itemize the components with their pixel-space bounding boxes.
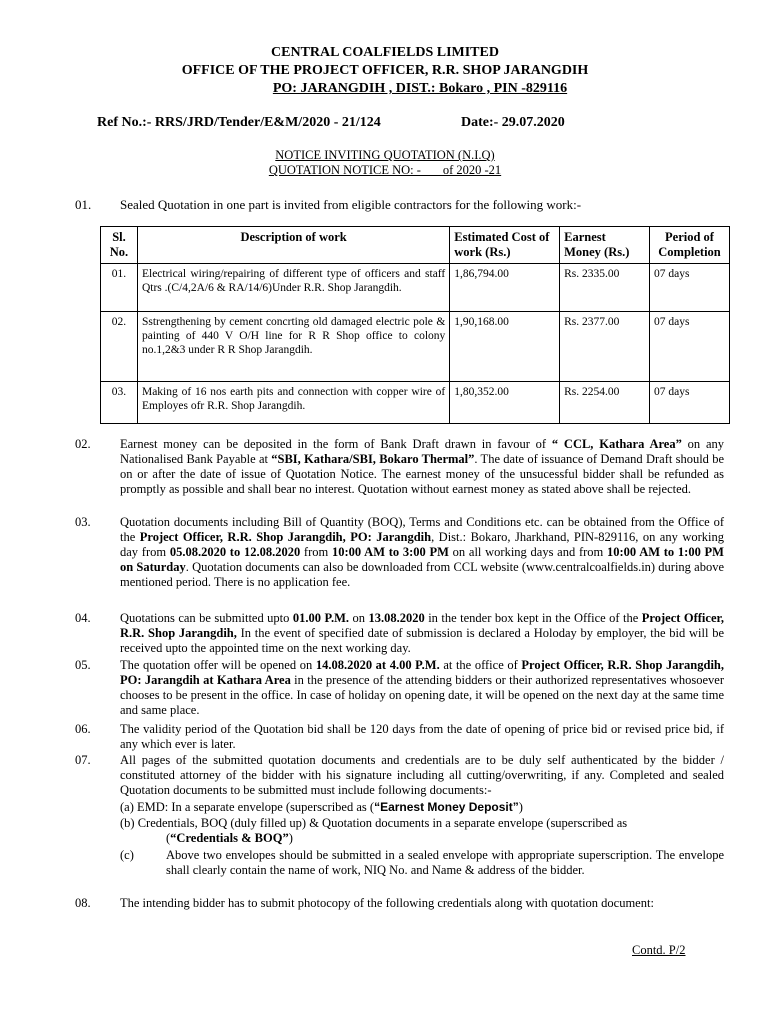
text-run: on any Nationalised Bank Payable at (120, 437, 724, 466)
bold-run: “SBI, Kathara/SBI, Bokaro Thermal” (271, 452, 475, 466)
column-header: Sl. No. (101, 227, 138, 264)
cell-sl-no: 03. (101, 382, 138, 424)
para-number: 02. (75, 437, 91, 451)
sub-item-b: (b) Credentials, BOQ (duly filled up) & Quotation documents in a separate envelope (superscribed as (120, 816, 628, 830)
cell-description: Electrical wiring/repairing of different type of officers and staff Qtrs .(C/4,2A/6 & RA/14/6)Under R.R. Shop Jarangdih. (137, 264, 449, 312)
bold-run: 10:00 AM to 1:00 PM on Saturday (120, 545, 724, 574)
sub-item-c: Above two envelopes should be submitted in a sealed envelope with appropriate superscription. The envelope shall clearly contain the name of work, NIQ No. and Name & address of the bidder. (166, 848, 724, 877)
notice-title: NOTICE INVITING QUOTATION (N.I.Q) (275, 148, 495, 162)
bold-run: Project Officer, R.R. Shop Jarangdih, (120, 611, 725, 640)
text-run: Quotation documents including Bill of Quantity (BOQ), Terms and Conditions etc. can be obtained from the Office of the (120, 515, 724, 544)
text-run: ) (288, 831, 293, 845)
text-run: Earnest money can be deposited in the form of Bank Draft drawn in favour of (120, 437, 552, 451)
text-run: In the event of specified date of submission is declared a Holoday by employer, the bid will be received upto the appointed time on the next working day. (120, 626, 724, 655)
para-number: 04. (75, 611, 91, 625)
para-text: Sealed Quotation in one part is invited from eligible contractors for the following work:- (120, 197, 582, 212)
para-number: 01. (75, 197, 92, 212)
bold-run: 10:00 AM to 3:00 PM (331, 545, 449, 559)
company-name: CENTRAL COALFIELDS LIMITED (271, 45, 499, 60)
para-number: 07. (75, 753, 91, 767)
table-header-row (101, 227, 730, 264)
text-run: from (300, 545, 332, 559)
column-header: Period of Completion (650, 227, 730, 264)
bold-run: 05.08.2020 to 12.08.2020 (169, 545, 301, 559)
para-number: 05. (75, 658, 91, 672)
text-run: ( (166, 831, 171, 845)
para-number: 08. (75, 896, 91, 910)
para-number: 03. (75, 515, 91, 529)
sub-item-a (120, 800, 724, 815)
text-run: on all working days and from (448, 545, 607, 559)
sub-item-b-cont (166, 831, 724, 846)
bold-run: Project Officer, R.R. Shop Jarangdih, PO: Jarangdih at Kathara Area (120, 658, 725, 687)
para-credentials: The intending bidder has to submit photocopy of the following credentials along with quotation document: (120, 896, 654, 910)
address-text: PO: JARANGDIH , DIST.: Bokaro , PIN -829116 (272, 81, 568, 96)
cell-description: Making of 16 nos earth pits and connection with copper wire of Employes ofr R.R. Shop Jarangdih. (137, 382, 449, 424)
bold-run: 13.08.2020 (368, 611, 425, 625)
text-run: ) (518, 800, 523, 814)
text-run: Quotations can be submitted upto (120, 611, 293, 625)
bold-run: Project Officer, R.R. Shop Jarangdih, PO: Jarangdih (139, 530, 432, 544)
cell-estimated-cost: 1,80,352.00 (450, 382, 560, 424)
text-run: on (349, 611, 369, 625)
cell-sl-no: 02. (101, 312, 138, 382)
cell-earnest-money: Rs. 2335.00 (560, 264, 650, 312)
para-number: 06. (75, 722, 91, 736)
cell-estimated-cost: 1,86,794.00 (450, 264, 560, 312)
column-header: Description of work (137, 227, 449, 264)
cell-sl-no: 01. (101, 264, 138, 312)
bold-run: 01.00 P.M. (292, 611, 350, 625)
cell-estimated-cost: 1,90,168.00 (450, 312, 560, 382)
text-run: (a) EMD: In a separate envelope (superscribed as ( (120, 800, 375, 814)
cell-period: 07 days (650, 312, 730, 382)
para-validity: The validity period of the Quotation bid shall be 120 days from the date of opening of price bid or revised price bid, if any which ever is later. (120, 722, 724, 751)
notice-number: QUOTATION NOTICE NO: - of 2020 -21 (268, 163, 502, 177)
office-name: OFFICE OF THE PROJECT OFFICER, R.R. SHOP JARANGDIH (181, 63, 589, 78)
cell-earnest-money: Rs. 2377.00 (560, 312, 650, 382)
column-header: Estimated Cost of work (Rs.) (450, 227, 560, 264)
text-run: . The date of issuance of Demand Draft should be on or after the date of issue of Quotation Notice. The earnest money of the unsucessful bidder shall be refunded as promptly as possible and shall bear no interest. Quotation without earnest money as stated above shall be rejected. (120, 452, 725, 496)
para-quotation-documents (120, 515, 724, 590)
reference-number: Ref No.:- RRS/JRD/Tender/E&M/2020 - 21/124 (97, 115, 381, 130)
continued-note: Contd. P/2 (632, 943, 686, 957)
para-earnest-money (120, 437, 724, 497)
column-header: Earnest Money (Rs.) (560, 227, 650, 264)
cell-period: 07 days (650, 264, 730, 312)
text-run: in the tender box kept in the Office of the (424, 611, 642, 625)
table-row (101, 382, 730, 424)
para-submission (120, 611, 724, 656)
para-opening (120, 658, 724, 718)
bold-run: “ CCL, Kathara Area” (551, 437, 682, 451)
bold-run: “Credentials & BOQ” (170, 831, 289, 845)
reference-date: Date:- 29.07.2020 (461, 115, 565, 130)
text-run: in the presence of the attending bidders or their authorized representatives whosoever chooses to be present in the office. In case of holiday on opening date, it will be opened on the next day at the same time and same place. (120, 673, 724, 717)
cell-period: 07 days (650, 382, 730, 424)
bold-run: “Earnest Money Deposit” (374, 800, 519, 814)
sub-item-c-label: (c) (120, 848, 134, 862)
text-run: at the office of (439, 658, 522, 672)
bold-run: 14.08.2020 at 4.00 P.M. (315, 658, 440, 672)
text-run: , Dist.: Bokaro, Jharkhand, PIN-829116, on any working day from (120, 530, 724, 559)
para-authentication: All pages of the submitted quotation documents and credentials are to be duly self authenticated by the bidder / constituted attorney of the bidder with his signature including all cutting/overwriting, if any. Completed and sealed Quotation documents to be submitted must include following documents:- (120, 753, 724, 797)
table-row (101, 312, 730, 382)
table-row (101, 264, 730, 312)
cell-earnest-money: Rs. 2254.00 (560, 382, 650, 424)
office-address (0, 80, 770, 97)
text-run: The quotation offer will be opened on (120, 658, 316, 672)
text-run: . Quotation documents can also be downloaded from CCL website (www.centralcoalfields.in) during above mentioned period. There is no application fee. (120, 560, 724, 589)
cell-description: Sstrengthening by cement concrting old damaged electric pole & painting of 440 V O/H line for R R Shop office to colony no.1,2&3 under R R Shop Jarangdih. (137, 312, 449, 382)
work-table (100, 226, 730, 424)
